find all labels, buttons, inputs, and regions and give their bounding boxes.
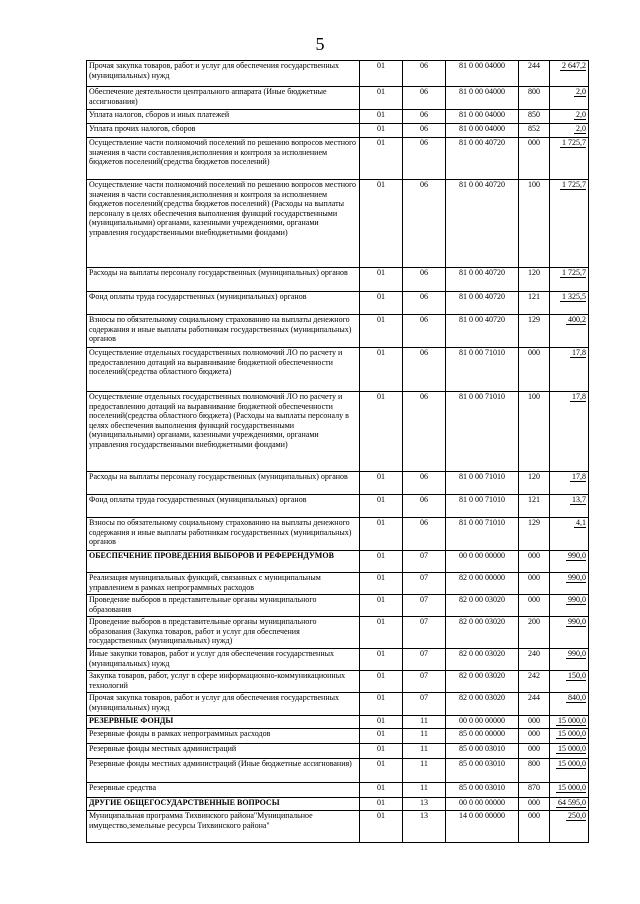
cell-section-code: 01 (360, 617, 403, 649)
cell-amount (550, 649, 589, 671)
cell-target-article-code: 00 0 00 00000 (446, 716, 519, 729)
cell-item-name: Фонд оплаты труда государственных (муниципальных) органов (87, 495, 360, 518)
cell-target-article-code: 81 0 00 71010 (446, 392, 519, 472)
cell-amount (550, 573, 589, 595)
cell-section-code: 01 (360, 595, 403, 617)
cell-expense-type-code: 000 (519, 729, 550, 744)
amount-value: 840,0 (568, 693, 586, 702)
cell-item-name: Муниципальная программа Тихвинского района"Муниципальное имущество,земельные ресурсы Тихвинского района" (87, 811, 360, 843)
cell-target-article-code: 85 0 00 03010 (446, 783, 519, 798)
cell-section-code: 01 (360, 573, 403, 595)
amount-value: 2,0 (576, 124, 586, 133)
cell-target-article-code: 81 0 00 40720 (446, 315, 519, 348)
cell-target-article-code: 81 0 00 04000 (446, 87, 519, 110)
cell-section-code: 01 (360, 348, 403, 392)
table-row (87, 671, 589, 693)
cell-amount (550, 693, 589, 716)
cell-item-name: Проведение выборов в представительные органы муниципального образования (Закупка товаров, работ и услуг для обеспечения государственных (муниципальных) нужд) (87, 617, 360, 649)
cell-subsection-code: 11 (403, 759, 446, 783)
cell-item-name: Закупка товаров, работ, услуг в сфере информационно-коммуникационных технологий (87, 671, 360, 693)
cell-amount (550, 759, 589, 783)
cell-section-code: 01 (360, 180, 403, 268)
cell-expense-type-code: 200 (519, 617, 550, 649)
cell-section-code: 01 (360, 798, 403, 811)
cell-target-article-code: 85 0 00 00000 (446, 729, 519, 744)
table-row (87, 495, 589, 518)
cell-section-code: 01 (360, 61, 403, 87)
cell-section-code: 01 (360, 783, 403, 798)
cell-expense-type-code: 000 (519, 551, 550, 573)
cell-target-article-code: 82 0 00 03020 (446, 671, 519, 693)
cell-item-name: Резервные средства (87, 783, 360, 798)
cell-section-code: 01 (360, 110, 403, 124)
amount-value: 15 000,0 (558, 716, 586, 725)
cell-section-code: 01 (360, 518, 403, 551)
cell-subsection-code: 13 (403, 811, 446, 843)
cell-subsection-code: 06 (403, 138, 446, 180)
cell-subsection-code: 06 (403, 124, 446, 138)
cell-subsection-code: 06 (403, 518, 446, 551)
cell-amount (550, 138, 589, 180)
cell-item-name: Прочая закупка товаров, работ и услуг для обеспечения государственных (муниципальных) нужд (87, 693, 360, 716)
cell-target-article-code: 81 0 00 40720 (446, 292, 519, 315)
cell-item-name: Осуществление части полномочий поселений по решению вопросов местного значения в части составления,исполнения и контроля за исполнением бюджетов поселений(средства бюджетов поселений) (Расходы на выплаты персоналу в целях обеспечения выполнения функций государственными (муниципальными) органами, казенными учреждениями, органами управления государственными внебюджетными фондами) (87, 180, 360, 268)
cell-amount (550, 348, 589, 392)
table-row (87, 595, 589, 617)
amount-value: 990,0 (568, 573, 586, 582)
cell-target-article-code: 82 0 00 03020 (446, 649, 519, 671)
cell-item-name: ОБЕСПЕЧЕНИЕ ПРОВЕДЕНИЯ ВЫБОРОВ И РЕФЕРЕНДУМОВ (87, 551, 360, 573)
cell-item-name: Резервные фонды местных администраций (87, 744, 360, 759)
cell-amount (550, 595, 589, 617)
cell-expense-type-code: 000 (519, 348, 550, 392)
cell-target-article-code: 14 0 00 00000 (446, 811, 519, 843)
cell-amount (550, 811, 589, 843)
amount-value: 990,0 (568, 595, 586, 604)
amount-value: 64 595,0 (558, 798, 586, 807)
cell-amount (550, 729, 589, 744)
cell-subsection-code: 11 (403, 744, 446, 759)
table-row (87, 138, 589, 180)
budget-table-body (87, 61, 589, 843)
cell-amount (550, 671, 589, 693)
cell-amount (550, 518, 589, 551)
cell-amount (550, 783, 589, 798)
cell-subsection-code: 07 (403, 617, 446, 649)
cell-item-name: Прочая закупка товаров, работ и услуг для обеспечения государственных (муниципальных) нужд (87, 61, 360, 87)
cell-expense-type-code: 852 (519, 124, 550, 138)
cell-expense-type-code: 000 (519, 798, 550, 811)
cell-target-article-code: 82 0 00 03020 (446, 693, 519, 716)
cell-item-name: Осуществление части полномочий поселений по решению вопросов местного значения в части составления,исполнения и контроля за исполнением бюджетов поселений(средства бюджетов поселений) (87, 138, 360, 180)
cell-target-article-code: 81 0 00 04000 (446, 124, 519, 138)
cell-section-code: 01 (360, 472, 403, 495)
cell-amount (550, 617, 589, 649)
cell-expense-type-code: 000 (519, 595, 550, 617)
table-row (87, 744, 589, 759)
cell-subsection-code: 06 (403, 315, 446, 348)
cell-subsection-code: 06 (403, 495, 446, 518)
cell-expense-type-code: 100 (519, 180, 550, 268)
cell-amount (550, 798, 589, 811)
cell-item-name: Расходы на выплаты персоналу государственных (муниципальных) органов (87, 472, 360, 495)
cell-section-code: 01 (360, 138, 403, 180)
cell-expense-type-code: 120 (519, 472, 550, 495)
cell-expense-type-code: 121 (519, 495, 550, 518)
cell-subsection-code: 07 (403, 693, 446, 716)
cell-amount (550, 110, 589, 124)
cell-subsection-code: 06 (403, 180, 446, 268)
cell-amount (550, 315, 589, 348)
table-row (87, 61, 589, 87)
cell-expense-type-code: 000 (519, 573, 550, 595)
cell-target-article-code: 82 0 00 03020 (446, 595, 519, 617)
amount-value: 990,0 (568, 617, 586, 626)
cell-subsection-code: 06 (403, 61, 446, 87)
cell-subsection-code: 06 (403, 87, 446, 110)
cell-expense-type-code: 121 (519, 292, 550, 315)
cell-section-code: 01 (360, 551, 403, 573)
cell-expense-type-code: 120 (519, 268, 550, 292)
cell-amount (550, 744, 589, 759)
cell-amount (550, 495, 589, 518)
cell-item-name: Уплата прочих налогов, сборов (87, 124, 360, 138)
amount-value: 15 000,0 (558, 729, 586, 738)
table-row (87, 729, 589, 744)
amount-value: 990,0 (568, 551, 586, 560)
cell-section-code: 01 (360, 729, 403, 744)
amount-value: 990,0 (568, 649, 586, 658)
cell-item-name: Иные закупки товаров, работ и услуг для обеспечения государственных (муниципальных) нужд (87, 649, 360, 671)
table-row (87, 783, 589, 798)
amount-value: 13,7 (572, 495, 586, 504)
table-row (87, 693, 589, 716)
cell-expense-type-code: 242 (519, 671, 550, 693)
cell-subsection-code: 07 (403, 573, 446, 595)
cell-item-name: Осуществление отдельных государственных полномочий ЛО по расчету и предоставлению дотаций на выравнивание бюджетной обеспеченности поселений(средства областного бюджета) (Расходы на выплаты персоналу в целях обеспечения выполнения функций государственными (муниципальными) органами, казенными учреждениями, органами управления государственными внебюджетными фондами) (87, 392, 360, 472)
table-row (87, 348, 589, 392)
cell-target-article-code: 81 0 00 04000 (446, 110, 519, 124)
cell-item-name: Обеспечение деятельности центрального аппарата (Иные бюджетные ассигнования) (87, 87, 360, 110)
cell-section-code: 01 (360, 315, 403, 348)
amount-value: 17,8 (572, 392, 586, 401)
cell-target-article-code: 82 0 00 00000 (446, 573, 519, 595)
cell-target-article-code: 81 0 00 71010 (446, 495, 519, 518)
amount-value: 1 325,5 (562, 292, 586, 301)
cell-section-code: 01 (360, 87, 403, 110)
cell-expense-type-code: 100 (519, 392, 550, 472)
table-row (87, 180, 589, 268)
cell-target-article-code: 85 0 00 03010 (446, 744, 519, 759)
cell-amount (550, 392, 589, 472)
cell-amount (550, 124, 589, 138)
table-row (87, 292, 589, 315)
cell-expense-type-code: 244 (519, 61, 550, 87)
cell-expense-type-code: 129 (519, 315, 550, 348)
table-row (87, 573, 589, 595)
cell-amount (550, 472, 589, 495)
table-row (87, 716, 589, 729)
cell-section-code: 01 (360, 716, 403, 729)
cell-section-code: 01 (360, 392, 403, 472)
cell-item-name: Взносы по обязательному социальному страхованию на выплаты денежного содержания и иные выплаты работникам государственных (муниципальных) органов (87, 518, 360, 551)
cell-item-name: ДРУГИЕ ОБЩЕГОСУДАРСТВЕННЫЕ ВОПРОСЫ (87, 798, 360, 811)
cell-expense-type-code: 850 (519, 110, 550, 124)
cell-target-article-code: 81 0 00 04000 (446, 61, 519, 87)
cell-subsection-code: 06 (403, 110, 446, 124)
cell-target-article-code: 85 0 00 03010 (446, 759, 519, 783)
amount-value: 1 725,7 (562, 180, 586, 189)
cell-section-code: 01 (360, 759, 403, 783)
cell-item-name: Уплата налогов, сборов и иных платежей (87, 110, 360, 124)
table-row (87, 518, 589, 551)
amount-value: 2,0 (576, 110, 586, 119)
table-row (87, 811, 589, 843)
table-row (87, 472, 589, 495)
amount-value: 17,8 (572, 472, 586, 481)
cell-target-article-code: 81 0 00 71010 (446, 472, 519, 495)
cell-item-name: Резервные фонды в рамках непрограммных расходов (87, 729, 360, 744)
cell-amount (550, 292, 589, 315)
cell-item-name: Фонд оплаты труда государственных (муниципальных) органов (87, 292, 360, 315)
cell-subsection-code: 07 (403, 595, 446, 617)
cell-expense-type-code: 000 (519, 138, 550, 180)
amount-value: 250,0 (568, 811, 586, 820)
amount-value: 15 000,0 (558, 759, 586, 768)
amount-value: 400,2 (568, 315, 586, 324)
amount-value: 15 000,0 (558, 744, 586, 753)
cell-section-code: 01 (360, 744, 403, 759)
table-row (87, 759, 589, 783)
cell-subsection-code: 07 (403, 671, 446, 693)
cell-target-article-code: 81 0 00 71010 (446, 518, 519, 551)
table-row (87, 268, 589, 292)
cell-subsection-code: 07 (403, 551, 446, 573)
table-row (87, 798, 589, 811)
cell-amount (550, 268, 589, 292)
cell-subsection-code: 06 (403, 348, 446, 392)
cell-subsection-code: 06 (403, 292, 446, 315)
amount-value: 2 647,2 (562, 61, 586, 70)
cell-item-name: Проведение выборов в представительные органы муниципального образования (87, 595, 360, 617)
table-row (87, 87, 589, 110)
cell-amount (550, 716, 589, 729)
amount-value: 150,0 (568, 671, 586, 680)
cell-expense-type-code: 800 (519, 759, 550, 783)
cell-section-code: 01 (360, 292, 403, 315)
cell-subsection-code: 06 (403, 472, 446, 495)
cell-expense-type-code: 000 (519, 716, 550, 729)
table-row (87, 392, 589, 472)
cell-subsection-code: 11 (403, 783, 446, 798)
amount-value: 1 725,7 (562, 268, 586, 277)
cell-section-code: 01 (360, 124, 403, 138)
cell-expense-type-code: 244 (519, 693, 550, 716)
cell-target-article-code: 82 0 00 03020 (446, 617, 519, 649)
cell-target-article-code: 81 0 00 40720 (446, 268, 519, 292)
cell-section-code: 01 (360, 268, 403, 292)
cell-section-code: 01 (360, 649, 403, 671)
cell-target-article-code: 00 0 00 00000 (446, 551, 519, 573)
cell-subsection-code: 11 (403, 729, 446, 744)
cell-amount (550, 87, 589, 110)
table-row (87, 617, 589, 649)
cell-amount (550, 180, 589, 268)
amount-value: 1 725,7 (562, 138, 586, 147)
cell-section-code: 01 (360, 671, 403, 693)
cell-section-code: 01 (360, 811, 403, 843)
table-row (87, 649, 589, 671)
cell-expense-type-code: 870 (519, 783, 550, 798)
amount-value: 4,1 (576, 518, 586, 527)
cell-subsection-code: 06 (403, 268, 446, 292)
amount-value: 15 000,0 (558, 783, 586, 792)
cell-expense-type-code: 000 (519, 744, 550, 759)
table-row (87, 315, 589, 348)
cell-expense-type-code: 000 (519, 811, 550, 843)
cell-item-name: РЕЗЕРВНЫЕ ФОНДЫ (87, 716, 360, 729)
cell-target-article-code: 81 0 00 40720 (446, 138, 519, 180)
cell-target-article-code: 81 0 00 71010 (446, 348, 519, 392)
cell-section-code: 01 (360, 495, 403, 518)
cell-item-name: Реализация муниципальных функций, связанных с муниципальным управлением в рамках непрограммных расходов (87, 573, 360, 595)
table-row (87, 551, 589, 573)
cell-subsection-code: 11 (403, 716, 446, 729)
cell-expense-type-code: 800 (519, 87, 550, 110)
cell-target-article-code: 00 0 00 00000 (446, 798, 519, 811)
cell-amount (550, 551, 589, 573)
cell-subsection-code: 06 (403, 392, 446, 472)
cell-expense-type-code: 240 (519, 649, 550, 671)
amount-value: 17,8 (572, 348, 586, 357)
cell-section-code: 01 (360, 693, 403, 716)
cell-target-article-code: 81 0 00 40720 (446, 180, 519, 268)
cell-item-name: Расходы на выплаты персоналу государственных (муниципальных) органов (87, 268, 360, 292)
cell-subsection-code: 07 (403, 649, 446, 671)
table-row (87, 110, 589, 124)
cell-item-name: Осуществление отдельных государственных полномочий ЛО по расчету и предоставлению дотаций на выравнивание бюджетной обеспеченности поселений(средства областного бюджета) (87, 348, 360, 392)
cell-subsection-code: 13 (403, 798, 446, 811)
table-row (87, 124, 589, 138)
cell-item-name: Резервные фонды местных администраций (Иные бюджетные ассигнования) (87, 759, 360, 783)
budget-table (86, 60, 589, 843)
cell-amount (550, 61, 589, 87)
cell-expense-type-code: 129 (519, 518, 550, 551)
page-number: 5 (315, 34, 325, 54)
cell-item-name: Взносы по обязательному социальному страхованию на выплаты денежного содержания и иные выплаты работникам государственных (муниципальных) органов (87, 315, 360, 348)
amount-value: 2,0 (576, 87, 586, 96)
